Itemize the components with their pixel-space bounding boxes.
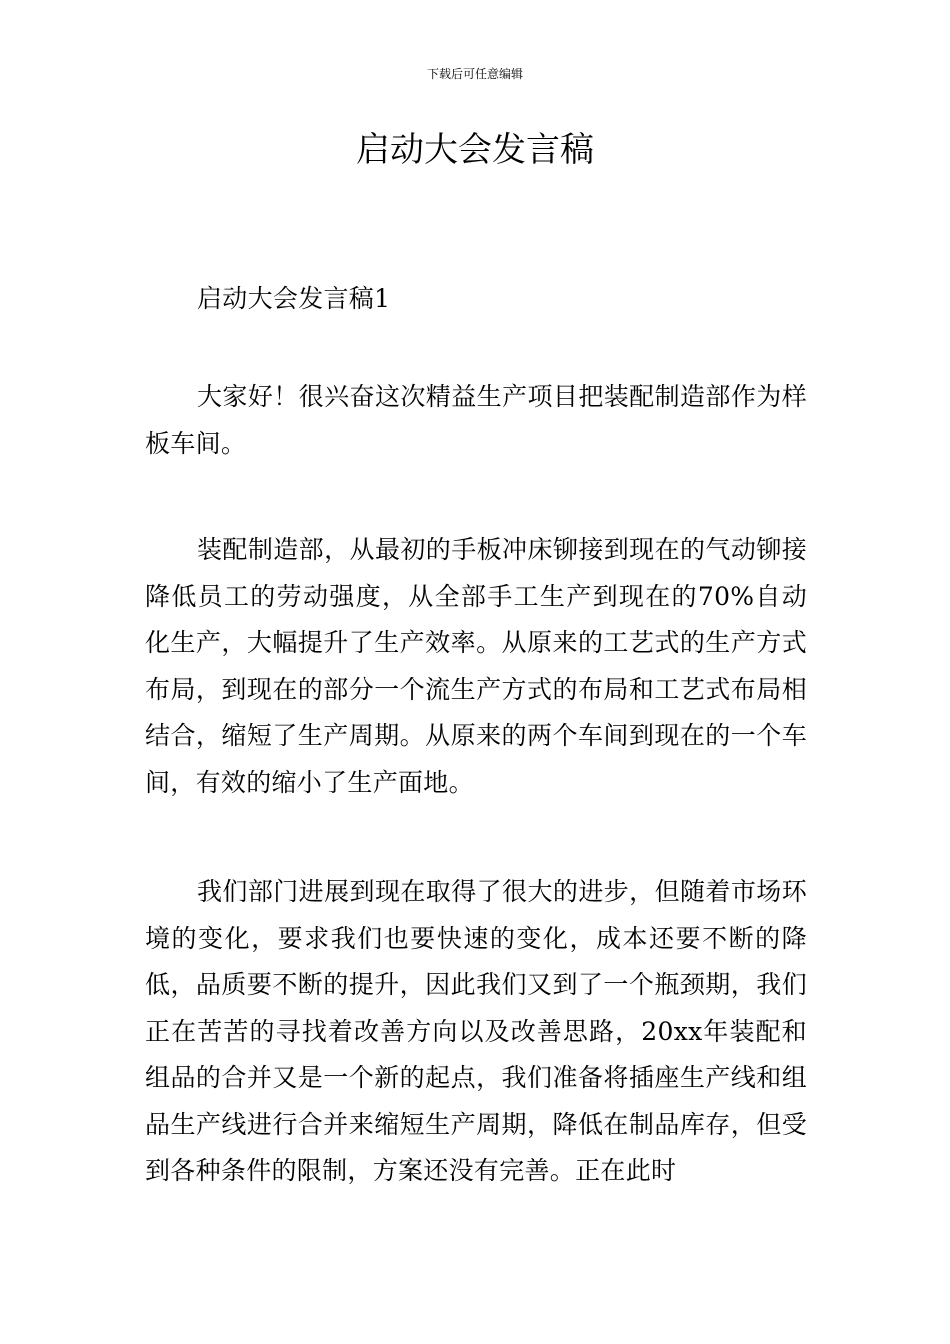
header-note: 下载后可任意编辑 xyxy=(426,67,523,81)
paragraph: 装配制造部，从最初的手板冲床铆接到现在的气动铆接降低员工的劳动强度，从全部手工生产到现在的70%自动化生产，大幅提升了生产效率。从原来的工艺式的生产方式布局，到现在的部分一个流生产方式的布局和工艺式布局相结合，缩短了生产周期。从原来的两个车间到现在的一个车间，有效的缩小了生产面地。 xyxy=(145,535,807,797)
section-heading: 启动大会发言稿1 xyxy=(197,284,391,313)
paragraph: 我们部门进展到现在取得了很大的进步，但随着市场环境的变化，要求我们也要快速的变化，成本还要不断的降低，品质要不断的提升，因此我们又到了一个瓶颈期，我们正在苦苦的寻找着改善方向以及改善思路，20xx年装配和组品的合并又是一个新的起点，我们准备将插座生产线和组品生产线进行合并来缩短生产周期，降低在制品库存，但受到各种条件的限制，方案还没有完善。正在此时 xyxy=(145,877,807,1185)
paragraph: 大家好！很兴奋这次精益生产项目把装配制造部作为样板车间。 xyxy=(145,382,807,458)
document-title: 启动大会发言稿 xyxy=(356,130,594,170)
